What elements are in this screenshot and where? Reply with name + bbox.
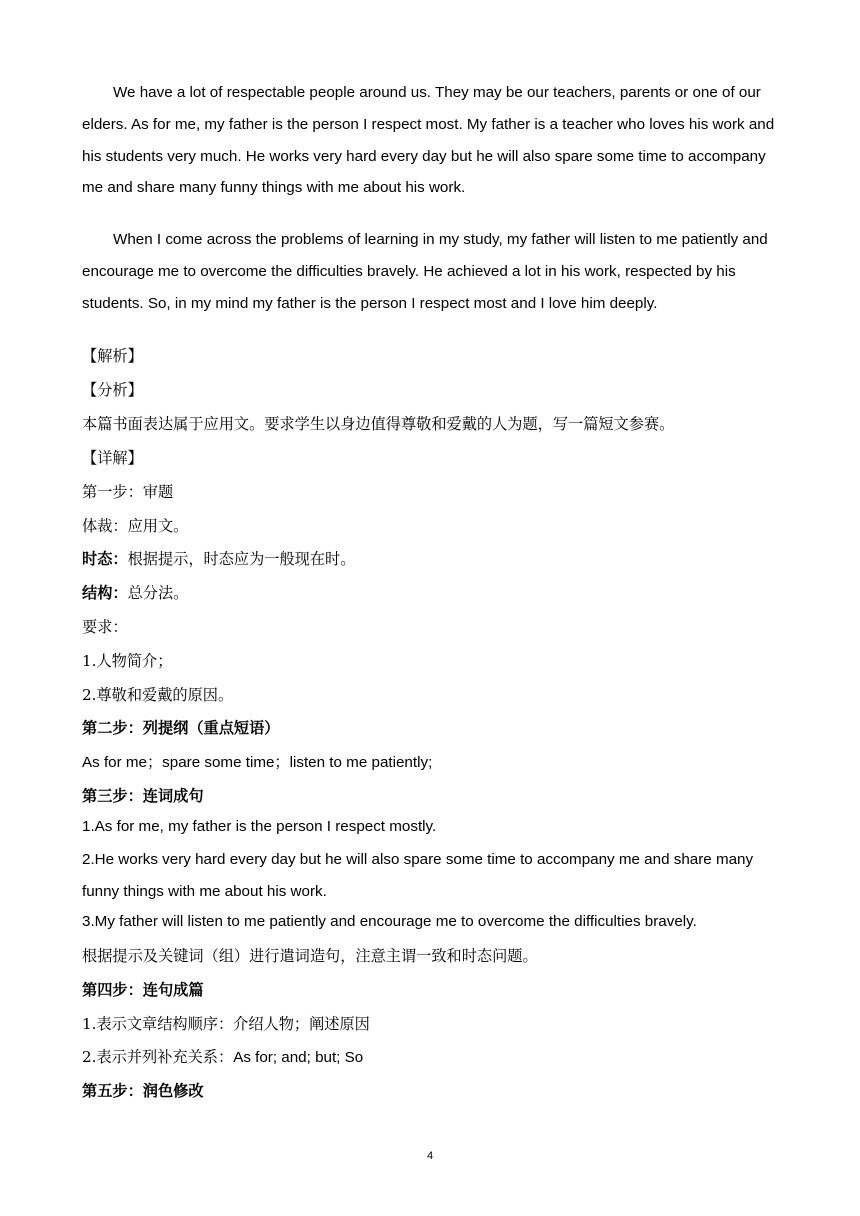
tense-line xyxy=(82,548,782,569)
essay-paragraph-1 xyxy=(82,77,782,204)
step3-heading: 第三步：连词成句 xyxy=(82,787,204,805)
genre-line: 体裁：应用文。 xyxy=(82,517,189,535)
sentence-3: 3.My father will listen to me patiently and encourage me to overcome the difficulties bravely. xyxy=(82,913,697,930)
requirement-1: 1.人物简介； xyxy=(82,652,173,670)
sentence-2: 2.He works very hard every day but he will also spare some time to accompany me and share many funny things with me about his work. xyxy=(82,851,754,900)
tense-label: 时态： xyxy=(82,550,128,568)
link-1: 1.表示文章结构顺序：介绍人物；阐述原因 xyxy=(82,1015,370,1033)
sentence-1: 1.As for me, my father is the person I respect mostly. xyxy=(82,818,437,835)
step5-heading: 第五步：润色修改 xyxy=(82,1082,204,1100)
step4-heading: 第四步：连句成篇 xyxy=(82,981,204,999)
step1-heading: 第一步：审题 xyxy=(82,483,174,501)
tense-text: 根据提示，时态应为一般现在时。 xyxy=(127,550,356,568)
essay-p1-text: We have a lot of respectable people around us. They may be our teachers, parents or one of our elders. As for me, my father is the person I respect most. My father is a teacher who loves his work and his students very much. He works very hard every day but he will also spare some time to accompany me and share many funny things with me about his work. xyxy=(82,84,775,197)
key-phrases: As for me；spare some time；listen to me patiently; xyxy=(82,754,433,771)
section-xiangjie: 【详解】 xyxy=(82,449,143,467)
section-fenxi: 【分析】 xyxy=(82,381,143,399)
section-jiexi: 【解析】 xyxy=(82,347,143,365)
sentence-note: 根据提示及关键词（组）进行遣词造句，注意主谓一致和时态问题。 xyxy=(82,947,538,965)
page-number: 4 xyxy=(426,1150,434,1162)
link-2 xyxy=(82,1046,782,1067)
step2-heading: 第二步：列提纲（重点短语） xyxy=(82,719,280,737)
link-2-label: 2.表示并列补充关系： xyxy=(82,1048,234,1066)
fenxi-text: 本篇书面表达属于应用文。要求学生以身边值得尊敬和爱戴的人为题，写一篇短文参赛。 xyxy=(82,415,675,433)
link-2-words: As for; and; but; So xyxy=(233,1049,364,1066)
essay-p2-text: When I come across the problems of learning in my study, my father will listen to me patiently and encourage me to overcome the difficulties bravely. He achieved a lot in his work, respected by his students. So, in my mind my father is the person I respect most and I love him deeply. xyxy=(82,231,768,312)
essay-paragraph-2 xyxy=(82,224,782,319)
structure-label: 结构： xyxy=(82,584,128,602)
requirements-label: 要求： xyxy=(82,618,128,636)
structure-text: 总分法。 xyxy=(127,584,189,602)
structure-line xyxy=(82,582,782,603)
requirement-2: 2.尊敬和爱戴的原因。 xyxy=(82,686,234,704)
